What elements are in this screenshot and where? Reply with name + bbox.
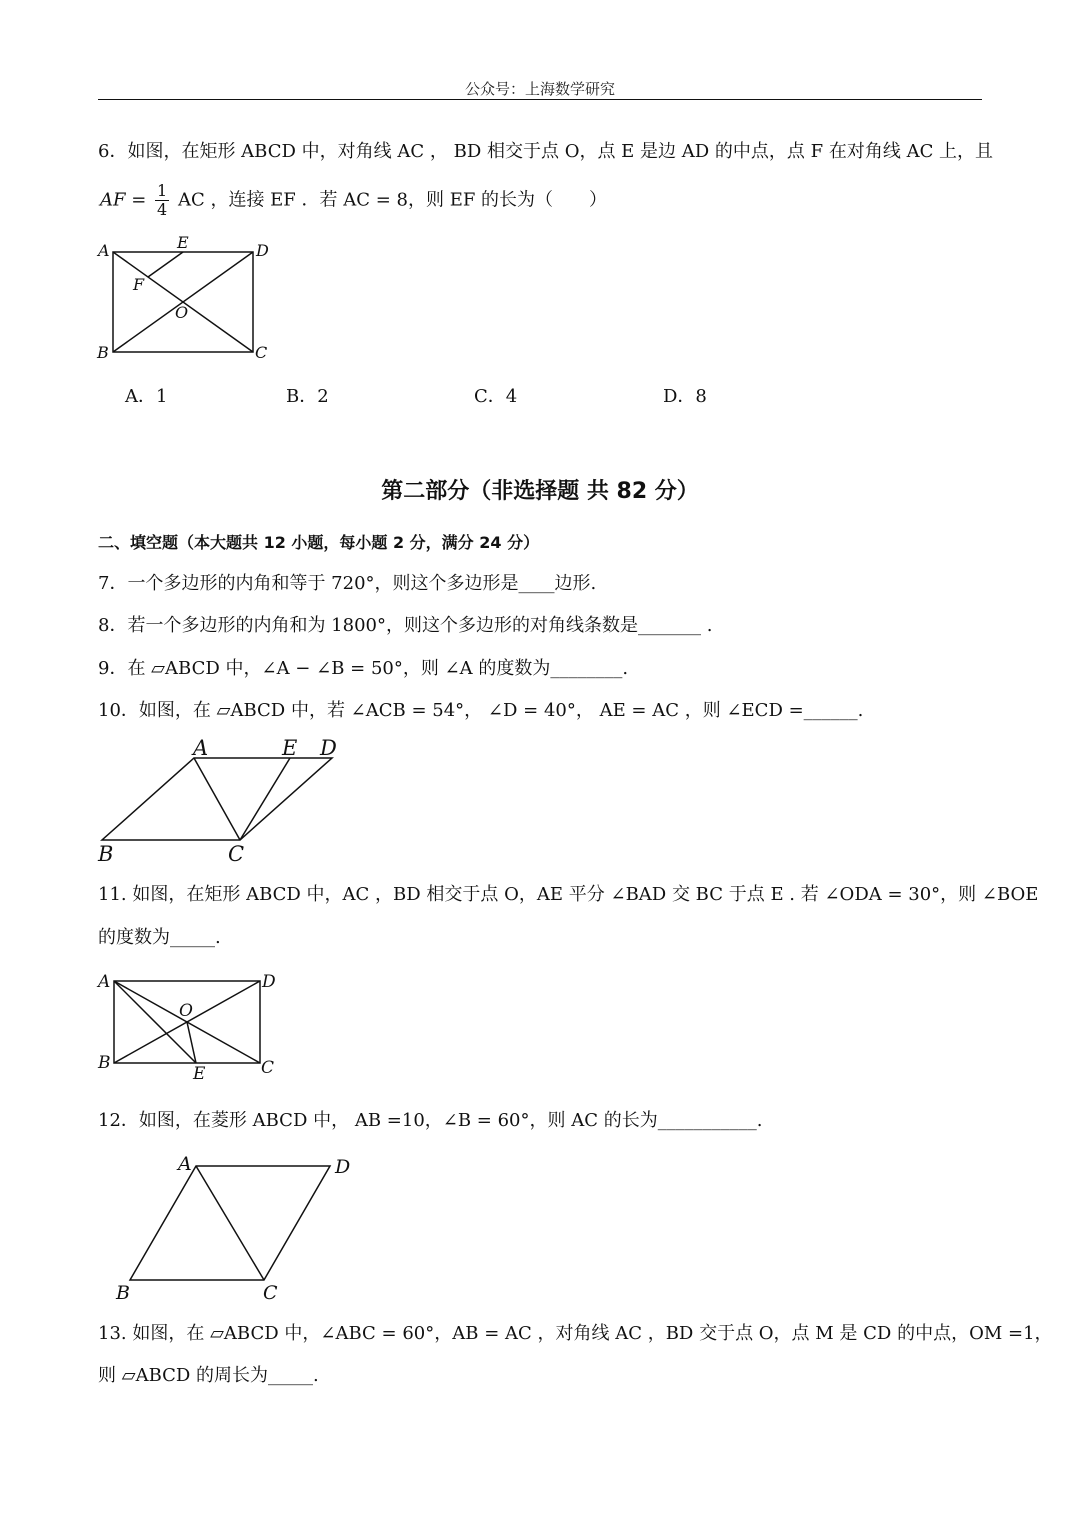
q10-label-e: E [282, 736, 298, 760]
section-subtitle: 二、填空题（本大题共 12 小题，每小题 2 分，满分 24 分） [98, 533, 540, 552]
q12-label-c: C [263, 1282, 278, 1304]
section-title: 第二部分（非选择题 共 82 分） [381, 479, 699, 504]
page-header: 公众号：上海数学研究 [464, 80, 615, 98]
q6-option-d[interactable]: D．8 [663, 386, 707, 407]
q10-label-d: D [320, 736, 337, 760]
q6-label-c: C [255, 343, 268, 362]
q6-label-d: D [256, 241, 269, 260]
q11-label-b: B [98, 1053, 111, 1073]
q12-text: 12．如图，在菱形 ABCD 中， AB =10，∠B = 60°，则 AC 的长为___________. [98, 1110, 763, 1131]
q8-text: 8．若一个多边形的内角和为 1800°，则这个多边形的对角线条数是_______ . [98, 615, 713, 636]
q6-line2-suffix: AC ，连接 EF ．若 AC = 8，则 EF 的长为（ ） [177, 189, 608, 211]
q10-label-a: A [193, 736, 209, 760]
q11-label-c: C [261, 1058, 275, 1078]
q6-figure [92, 232, 282, 364]
q11-figure [92, 964, 292, 1089]
q10-segment-ac [194, 758, 240, 840]
q6-line1: 6．如图，在矩形 ABCD 中，对角线 AC ， BD 相交于点 O，点 E 是边 AD 的中点，点 F 在对角线 AC 上，且 [98, 141, 994, 162]
q10-segment-ec [240, 758, 290, 840]
q6-label-f: F [133, 275, 145, 294]
q6-label-e: E [177, 233, 189, 252]
q6-label-a: A [98, 241, 110, 260]
q13-line2: 则 ▱ABCD 的周长为_____. [98, 1365, 319, 1386]
q10-figure [92, 734, 352, 869]
q6-label-b: B [97, 343, 109, 362]
q6-option-b[interactable]: B．2 [286, 386, 329, 407]
q6-line2 [100, 182, 607, 219]
q10-label-b: B [98, 842, 114, 866]
q6-frac-num: 1 [157, 181, 168, 200]
q11-line2: 的度数为_____. [98, 927, 221, 948]
q7-text: 7．一个多边形的内角和等于 720°，则这个多边形是____边形. [98, 573, 597, 594]
header-rule [98, 99, 982, 100]
q6-label-o: O [175, 303, 189, 322]
q11-segment-ae [114, 981, 196, 1063]
q6-segment-ef [148, 252, 183, 277]
q11-label-o: O [179, 1001, 193, 1021]
q9-text: 9．在 ▱ABCD 中，∠A − ∠B = 50°，则 ∠A 的度数为________. [98, 658, 629, 679]
q12-label-b: B [116, 1282, 130, 1304]
q6-option-a[interactable]: A．1 [125, 386, 168, 407]
q11-line1: 11. 如图，在矩形 ABCD 中，AC ，BD 相交于点 O，AE 平分 ∠BAD 交 BC 于点 E . 若 ∠ODA = 30°，则 ∠BOE [98, 884, 1039, 905]
q11-label-d: D [262, 972, 276, 992]
q12-figure [108, 1148, 368, 1308]
q13-line1: 13. 如图，在 ▱ABCD 中，∠ABC = 60°，AB = AC ，对角线 AC ，BD 交于点 O，点 M 是 CD 的中点，OM =1， [98, 1323, 1053, 1344]
q11-label-e: E [193, 1064, 206, 1084]
q6-fraction [155, 182, 169, 219]
q6-option-c[interactable]: C．4 [474, 386, 518, 407]
q10-text: 10．如图，在 ▱ABCD 中，若 ∠ACB = 54°， ∠D = 40°， AE = AC ，则 ∠ECD =______. [98, 700, 864, 721]
q11-segment-oe [187, 1022, 196, 1063]
q12-label-d: D [335, 1156, 351, 1178]
q6-line2-prefix: AF = [100, 189, 147, 211]
q10-label-c: C [228, 842, 245, 866]
q12-diagonal-ac [196, 1166, 264, 1280]
q12-label-a: A [178, 1153, 192, 1175]
q11-label-a: A [98, 972, 111, 992]
q6-frac-den: 4 [157, 200, 168, 219]
